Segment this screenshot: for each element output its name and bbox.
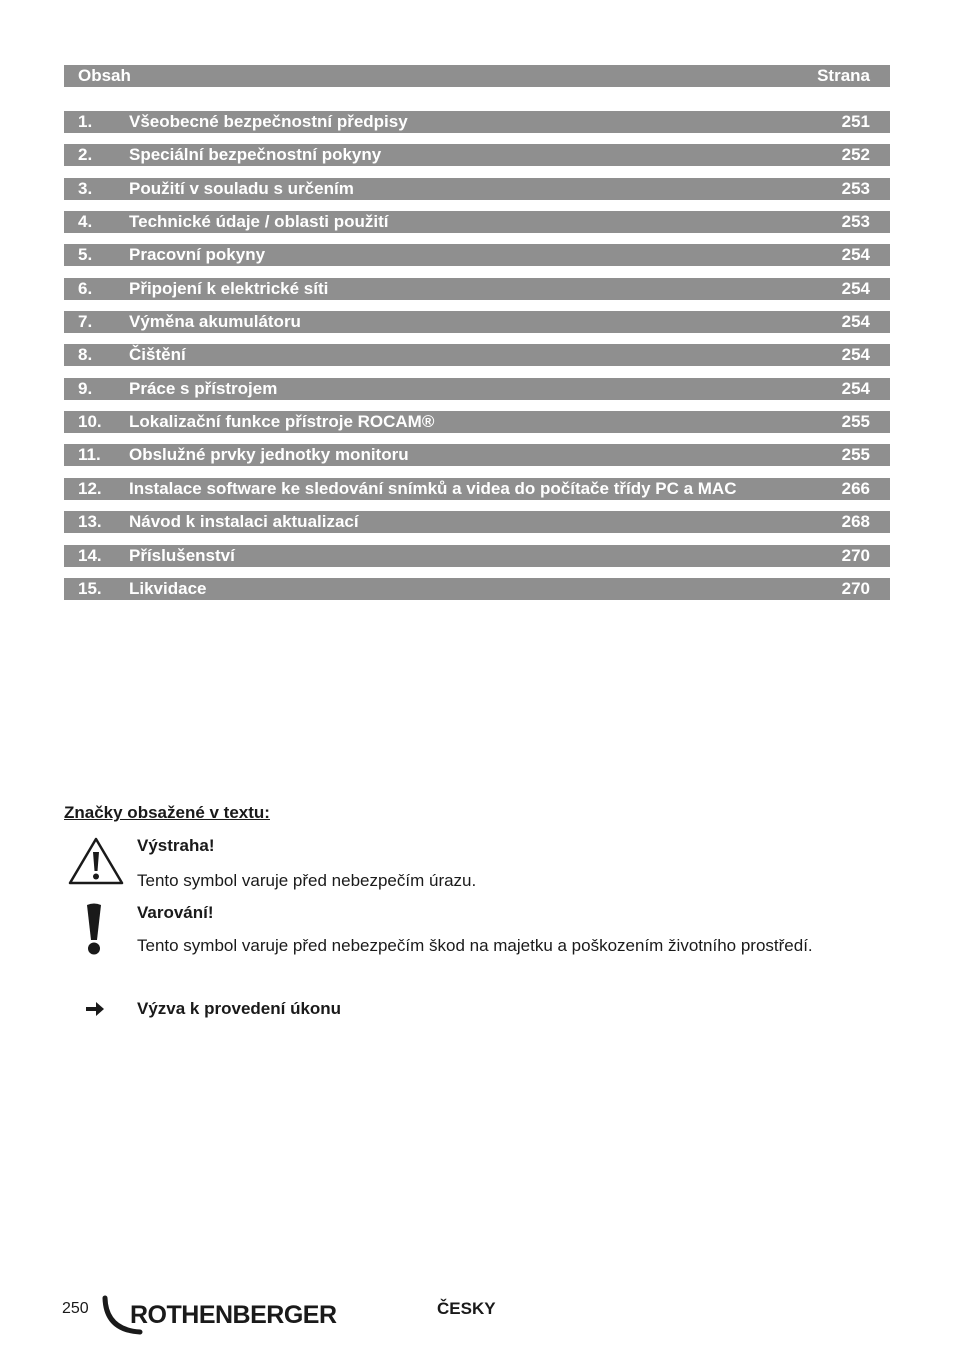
toc-item-12[interactable] [64,478,890,500]
toc-item-6[interactable] [64,278,890,300]
brand-logo [100,1290,350,1341]
toc-item-number: 2. [78,145,93,164]
toc-item-11[interactable] [64,444,890,466]
toc-item-title: Příslušenství [129,546,235,565]
toc-item-number: 6. [78,279,93,298]
toc-item-page: 254 [841,312,870,331]
toc-item-3[interactable] [64,178,890,200]
toc-item-title: Použití v souladu s určením [129,179,354,198]
logo-swoosh-icon [100,1290,350,1336]
toc-item-7[interactable] [64,311,890,333]
caution-text: Tento symbol varuje před nebezpečím škod na majetku a poškozením životního prostředí. [137,936,813,955]
exclamation-icon [84,902,104,956]
toc-item-page: 270 [841,546,870,565]
toc-item-5[interactable] [64,244,890,266]
toc-item-13[interactable] [64,511,890,533]
toc-item-number: 10. [78,412,102,431]
toc-item-9[interactable] [64,378,890,400]
caution-title: Varování! [137,903,214,922]
toc-item-number: 5. [78,245,93,264]
toc-item-title: Výměna akumulátoru [129,312,301,331]
brand-name: ROTHENBERGER [130,1301,337,1329]
action-title: Výzva k provedení úkonu [137,999,342,1018]
toc-item-page: 254 [841,279,870,298]
toc-item-2[interactable] [64,144,890,166]
warning-title: Výstraha! [137,836,215,855]
toc-item-10[interactable] [64,411,890,433]
legend-heading: Značky obsažené v textu: [64,803,270,822]
toc-item-number: 1. [78,112,93,131]
page-number: 250 [62,1300,89,1317]
toc-item-number: 4. [78,212,93,231]
toc-item-number: 11. [78,445,101,464]
toc-item-number: 7. [78,312,93,331]
toc-item-title: Speciální bezpečnostní pokyny [129,145,382,164]
toc-header-label: Obsah [78,66,131,85]
toc-item-title: Všeobecné bezpečnostní předpisy [129,112,408,131]
arrow-right-icon [85,1001,105,1017]
toc-item-title: Likvidace [129,579,207,598]
toc-item-number: 14. [78,546,102,565]
toc-item-8[interactable] [64,344,890,366]
warning-text: Tento symbol varuje před nebezpečím úrazu. [137,871,477,890]
toc-item-page: 251 [841,112,870,131]
toc-item-title: Obslužné prvky jednotky monitoru [129,445,409,464]
toc-item-title: Čištění [129,345,186,364]
toc-item-14[interactable] [64,545,890,567]
toc-item-page: 270 [841,579,870,598]
language-label: ČESKY [437,1299,496,1318]
toc-item-title: Práce s přístrojem [129,379,278,398]
toc-item-title: Připojení k elektrické síti [129,279,329,298]
toc-item-title: Návod k instalaci aktualizací [129,512,359,531]
toc-item-title: Instalace software ke sledování snímků a videa do počítače třídy PC a MAC [129,479,737,498]
toc-item-number: 15. [78,579,102,598]
toc-item-page: 255 [841,445,870,464]
toc-item-page: 252 [841,145,870,164]
toc-item-page: 268 [841,512,870,531]
toc-item-4[interactable] [64,211,890,233]
toc-item-title: Pracovní pokyny [129,245,266,264]
toc-item-number: 9. [78,379,93,398]
toc-item-page: 266 [841,479,870,498]
toc-item-page: 254 [841,345,870,364]
toc-item-1[interactable] [64,111,890,133]
toc-item-title: Lokalizační funkce přístroje ROCAM® [129,412,435,431]
toc-item-number: 13. [78,512,102,531]
toc-item-page: 253 [841,179,870,198]
toc-item-number: 3. [78,179,93,198]
toc-header-page-label: Strana [817,66,870,85]
toc-item-page: 255 [841,412,870,431]
toc-item-number: 8. [78,345,93,364]
warning-triangle-icon [67,836,125,886]
toc-item-page: 254 [841,245,870,264]
toc-header-bar [64,65,890,87]
toc-item-title: Technické údaje / oblasti použití [129,212,389,231]
toc-item-page: 254 [841,379,870,398]
toc-item-15[interactable] [64,578,890,600]
toc-item-page: 253 [841,212,870,231]
toc-item-number: 12. [78,479,102,498]
